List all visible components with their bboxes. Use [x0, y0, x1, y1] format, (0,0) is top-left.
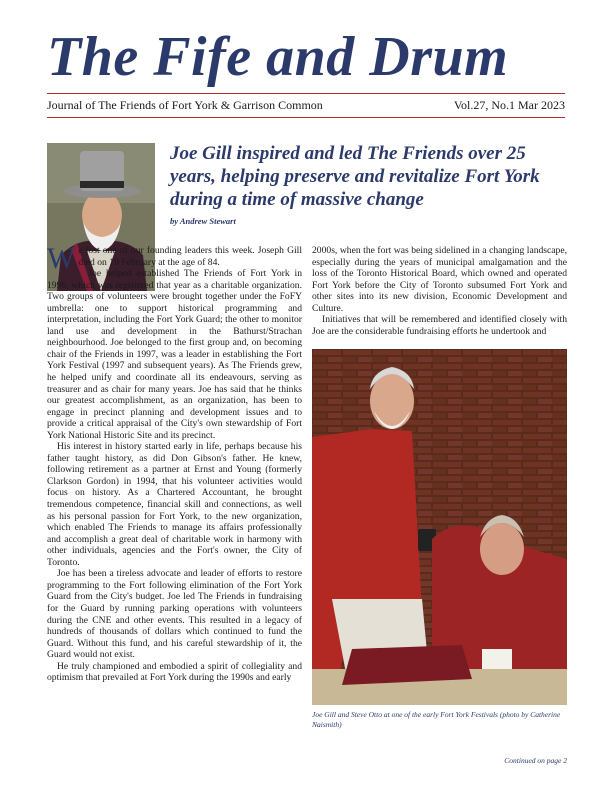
masthead-subline: [47, 97, 565, 113]
article-paragraph: His interest in history started early in life, perhaps because his father taught history, as did Don Gibson's father. He knew, following retirement as a partner at Ernst and Young (formerly Clarkson Gordon) in 1994, that his volunteer activities would focus on history. As a Chartered Accountant, he brought tremendous competence, financial skill and connections, as well as his personal passion for Fort York, to the new organization, which enabled The Friends to manage its affairs professionally and accomplish a great deal of charitable work in harmony with other individuals, agencies and the Fort's owner, the City of Toronto.: [47, 441, 302, 568]
article-byline: by Andrew Stewart: [170, 216, 236, 226]
article-paragraph: Joe helped established The Friends of Fort York in 1996, which was registered that year as a charitable organization. Two groups of volunteers were brought together under the FoFY umbrella: one to support historical programming and interpretation, including the Fort York Guard; the other to monitor land use and development in the Bathurst/Strachan neighbourhood. Joe belonged to the first group and, on becoming chair of the Friends in 1997, was a leader in establishing the Fort York Festival (1997 and subsequent years). As The Friends grew, he helped unify and coordinate all its endeavours, serving as treasurer and as chair for many years. Joe has said that he thinks our greatest accomplishment, as an organization, has been to engage in precinct planning and development issues and to provide a critical appraisal of the City's own stewardship of Fort York National Historic Site and its precinct.: [47, 268, 302, 441]
article-paragraph: Initiatives that will be remembered and identified closely with Joe are the considerable fundraising efforts he undertook and: [312, 314, 567, 337]
article-column-2: [312, 245, 567, 337]
article-paragraph-text: e lost one of our founding leaders this week. Joseph Gill died on 19 February at the age of 84.: [78, 245, 302, 268]
article-headline: Joe Gill inspired and led The Friends over 25 years, helping preserve and revitalize Fort York during a time of massive change: [170, 143, 540, 210]
journal-name: Journal of The Friends of Fort York & Garrison Common: [47, 98, 323, 112]
masthead-title: The Fife and Drum: [47, 26, 509, 88]
drop-cap: W: [47, 242, 76, 275]
photo-caption: Joe Gill and Steve Otto at one of the early Fort York Festivals (photo by Catherine Naismith): [312, 710, 561, 729]
masthead-bottom-rule: [47, 117, 565, 118]
article-paragraph: He truly championed and embodied a spirit of collegiality and optimism that prevailed at Fort York during the 1990s and early: [47, 660, 302, 684]
article-paragraph: Joe has been a tireless advocate and leader of efforts to restore programming to the Fort following elimination of the Fort York Guard from the City's budget. Joe led The Friends in fundraising for the Guard by running parking operations with volunteers during the CNE and other events. This resulted in a legacy of hundreds of thousands of dollars which continued to fund the Guard. Without this fund, and his careful stewardship of it, the Guard would not exist.: [47, 568, 302, 661]
masthead-top-rule: [47, 93, 565, 94]
festival-photo: [312, 349, 567, 705]
continued-link[interactable]: Continued on page 2: [504, 756, 567, 765]
issue-number: Vol.27, No.1 Mar 2023: [453, 98, 565, 112]
article-column-1: [47, 242, 302, 684]
festival-photo-illustration: [312, 349, 567, 705]
article-paragraph: 2000s, when the fort was being sidelined in a changing landscape, especially during the years of municipal amalgamation and the loss of the Toronto Historical Board, which owned and operated Fort York before the City of Toronto subsumed Fort York and other sites into its new division, Economic Development and Culture.: [312, 245, 567, 314]
article-paragraph: [47, 242, 302, 275]
